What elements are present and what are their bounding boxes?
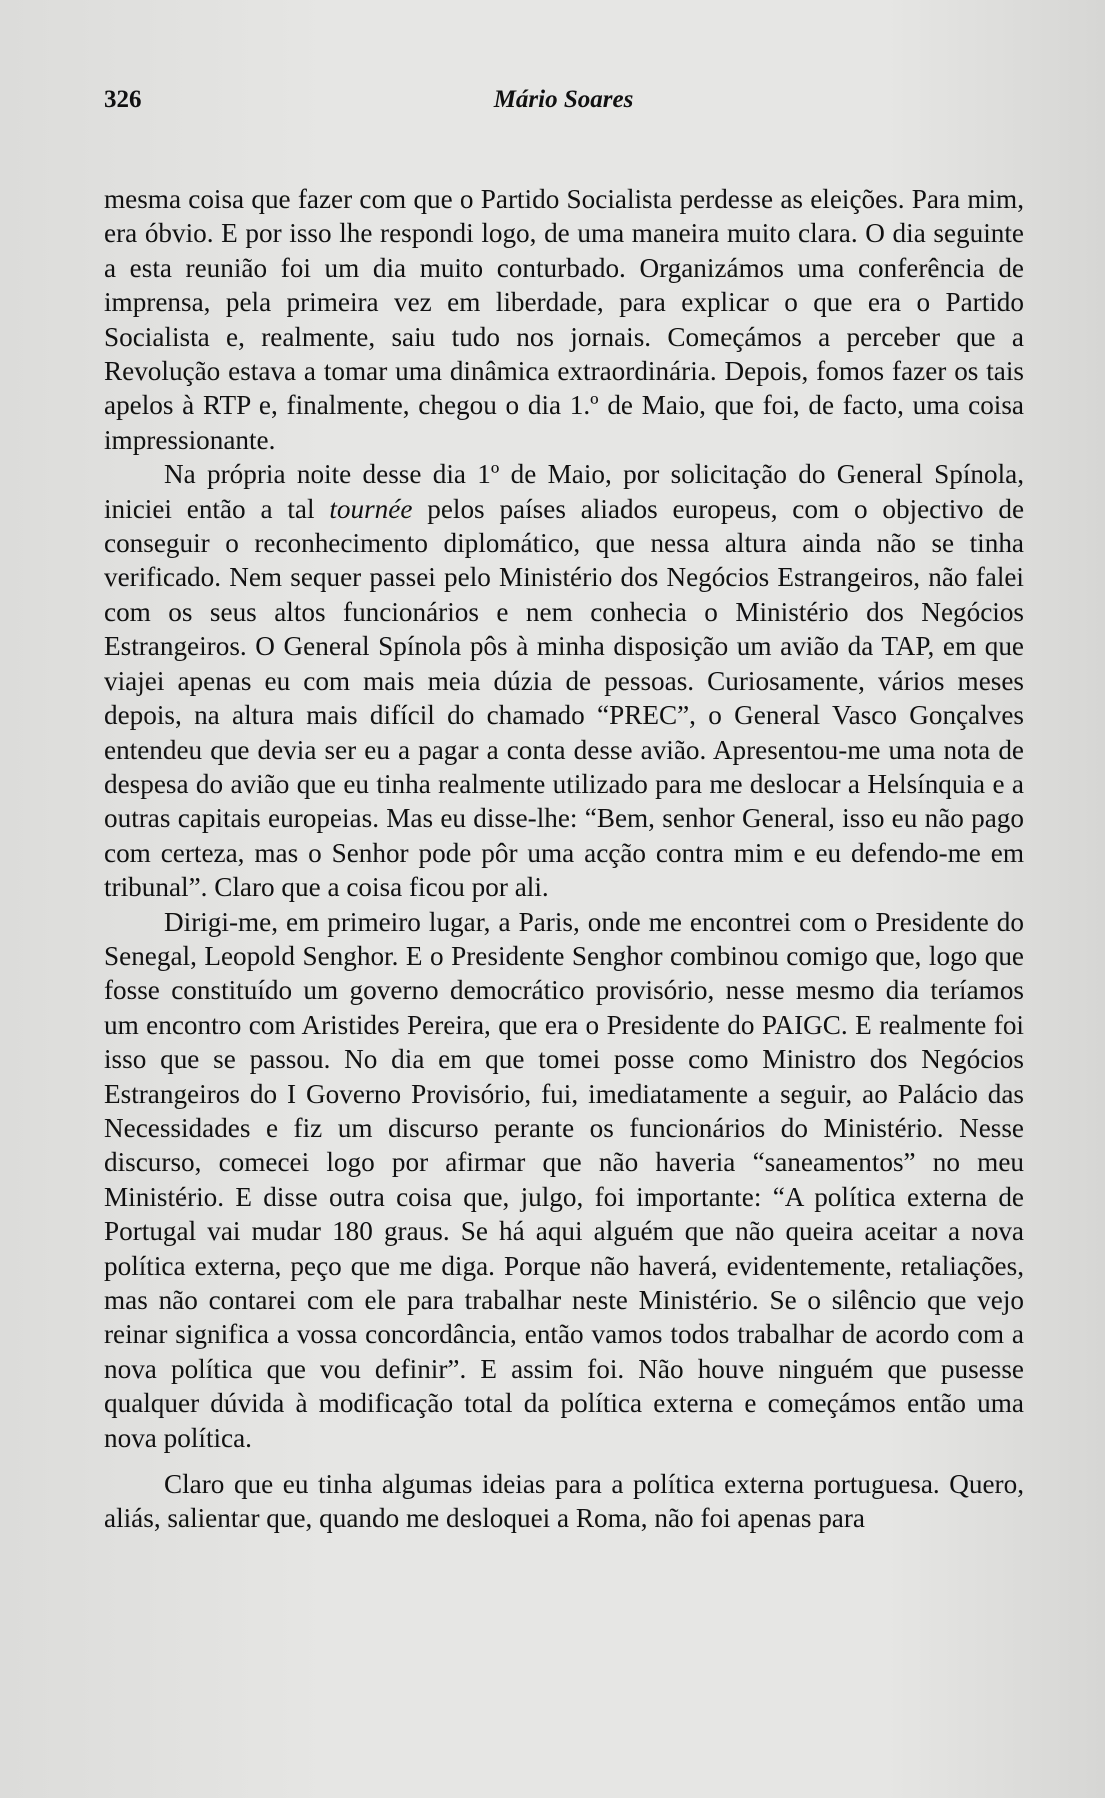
- paragraph-text: pelos países aliados europeus, com o objectivo de conseguir o reconhecimento diplomático, que nessa altura ainda não se tinha verificado. Nem sequer passei pelo Ministério dos Negócios Estrangeiros, não falei com os seus altos funcionários e nem conhecia o Ministério dos Negócios Estrangeiros. O General Spínola pôs à minha disposição um avião da TAP, em que viajei apenas eu com mais meia dúzia de pessoas. Curiosamente, vários meses depois, na altura mais difícil do chamado “PREC”, o General Vasco Gonçalves entendeu que devia ser eu a pagar a conta desse avião. Apresentou-me uma nota de despesa do avião que eu tinha realmente utilizado para me deslocar a Helsínquia e a outras capitais europeias. Mas eu disse-lhe: “Bem, senhor General, isso eu não pago com certeza, mas o Senhor pode pôr uma acção contra mim e eu defendo-me em tribunal”. Claro que a coisa ficou por ali.: [104, 493, 1025, 903]
- running-title-author: Mário Soares: [493, 86, 634, 113]
- paragraph-tournee: [104, 457, 1024, 904]
- emphasis-word: tournée: [329, 493, 413, 524]
- running-head: [104, 86, 1023, 126]
- paragraph-continuation: mesma coisa que fazer com que o Partido Socialista perdesse as eleições. Para mim, era óbvio. E por isso lhe respondi logo, de uma maneira muito clara. O dia seguinte a esta reunião foi um dia muito conturbado. Organizámos uma conferência de imprensa, pela primeira vez em liberdade, para explicar o que era o Partido Socialista e, realmente, saiu tudo nos jornais. Começámos a perceber que a Revolução estava a tomar uma dinâmica extraordinária. Depois, fomos fazer os tais apelos à RTP e, finalmente, chegou o dia 1.º de Maio, que foi, de facto, uma coisa impressionante.: [104, 184, 1024, 455]
- paragraph-text: Na própria noite desse dia 1º de Maio, por solicitação do General Spínola, iniciei então a tal: [104, 459, 1024, 524]
- paragraph-paris: Dirigi-me, em primeiro lugar, a Paris, onde me encontrei com o Presidente do Senegal, Leopold Senghor. E o Presidente Senghor combinou comigo que, logo que fosse constituído um governo democrático provisório, nesse mesmo dia teríamos um encontro com Aristides Pereira, que era o Presidente do PAIGC. E realmente foi isso que se passou. No dia em que tomei posse como Ministro dos Negócios Estrangeiros do I Governo Provisório, fui, imediatamente a seguir, ao Palácio das Necessidades e fiz um discurso perante os funcionários do Ministério. Nesse discurso, comecei logo por afirmar que não haveria “saneamentos” no meu Ministério. E disse outra coisa que, julgo, foi importante: “A política externa de Portugal vai mudar 180 graus. Se há aqui alguém que não queira aceitar a nova política externa, peço que me diga. Porque não haverá, evidentemente, retaliações, mas não contarei com ele para trabalhar neste Ministério. Se o silêncio que vejo reinar significa a vossa concordância, então vamos todos trabalhar de acordo com a nova política que vou definir”. E assim foi. Não houve ninguém que pusesse qualquer dúvida à modificação total da política externa e começámos então uma nova política.: [104, 906, 1024, 1453]
- paragraph-foreign-policy: Claro que eu tinha algumas ideias para a política externa portuguesa. Quero, aliás, salientar que, quando me desloquei a Roma, não foi apenas para: [104, 1469, 1024, 1534]
- body-text: [104, 182, 1024, 1536]
- page-number: 326: [104, 86, 142, 113]
